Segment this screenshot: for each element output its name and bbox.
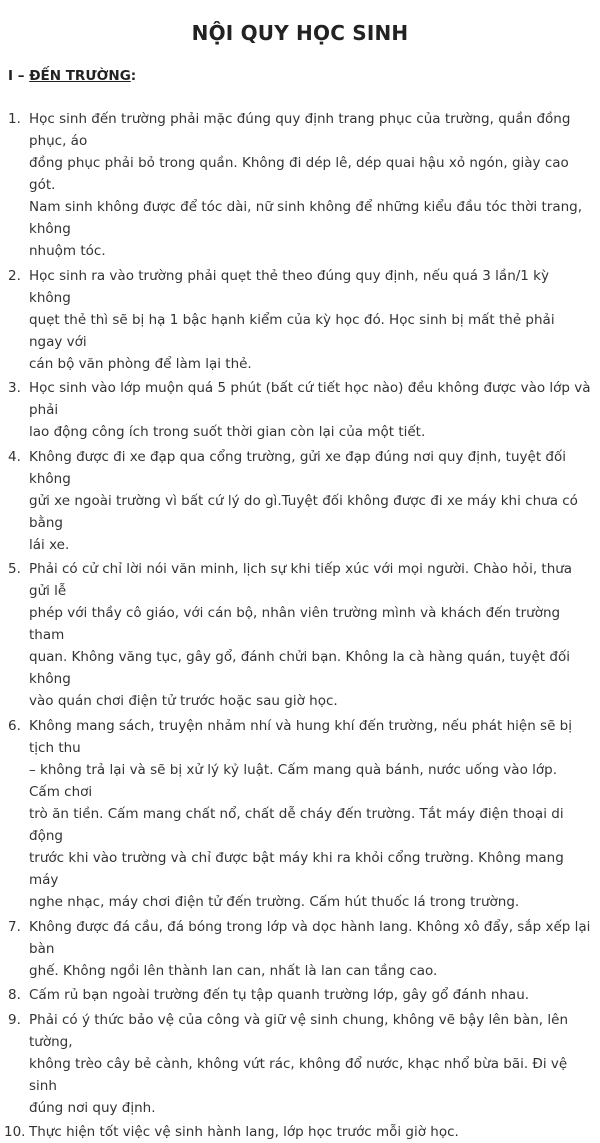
rule-number: 2. xyxy=(8,267,21,284)
rule-item xyxy=(8,265,592,375)
rule-text xyxy=(29,1124,459,1140)
rule-line: Phải có ý thức bảo vệ của công và giữ vệ sinh chung, không vẽ bậy lên bàn, lên tường, xyxy=(29,1011,568,1050)
rule-item xyxy=(8,108,592,262)
rule-number: 7. xyxy=(8,918,21,935)
section-colon: : xyxy=(130,68,137,84)
rule-number: 1. xyxy=(8,111,21,127)
rules-list xyxy=(4,108,592,1143)
rule-number: 5. xyxy=(8,561,21,578)
rule-text xyxy=(29,380,591,440)
rule-number: 4. xyxy=(8,448,21,465)
section-title: ĐẾN TRƯỜNG xyxy=(29,68,131,84)
rule-item xyxy=(8,1009,592,1119)
rule-line: Không được đá cầu, đá bóng trong lớp và dọc hành lang. Không xô đẩy, sắp xếp lại bàn xyxy=(29,918,591,957)
rule-line: đồng phục phải bỏ trong quần. Không đi dép lê, dép quai hậu xỏ ngón, giày cao gót. xyxy=(29,155,569,193)
rule-line: lao động công ích trong suốt thời gian còn lại của một tiết. xyxy=(29,424,426,441)
rule-text xyxy=(29,561,572,709)
rule-line: phép với thầy cô giáo, với cán bộ, nhân viên trường mình và khách đến trường tham xyxy=(29,605,561,644)
rule-line: Nam sinh không được để tóc dài, nữ sinh không để những kiểu đầu tóc thời trang, không xyxy=(29,199,583,237)
rule-line: trước khi vào trường và chỉ được bật máy khi ra khỏi cổng trường. Không mang máy xyxy=(29,849,564,888)
rule-item xyxy=(8,715,592,913)
rule-line: Phải có cử chỉ lời nói văn minh, lịch sự khi tiếp xúc với mọi người. Chào hỏi, thưa gửi lễ xyxy=(29,561,573,600)
rule-line: nghe nhạc, máy chơi điện tử đến trường. Cấm hút thuốc lá trong trường. xyxy=(29,893,520,910)
rule-line: Học sinh ra vào trường phải quẹt thẻ theo đúng quy định, nếu quá 3 lần/1 kỳ không xyxy=(29,267,549,306)
rule-text xyxy=(29,1012,568,1116)
rule-line: cán bộ văn phòng để làm lại thẻ. xyxy=(29,355,252,372)
rule-line: Cấm rủ bạn ngoài trường đến tụ tập quanh trường lớp, gây gổ đánh nhau. xyxy=(29,987,530,1004)
rule-line: nhuộm tóc. xyxy=(29,243,106,259)
rule-line: gửi xe ngoài trường vì bất cứ lý do gì.Tuyệt đối không được đi xe máy khi chưa có bằng xyxy=(29,492,578,531)
rule-line: Học sinh vào lớp muộn quá 5 phút (bất cứ tiết học nào) đều không được vào lớp và phải xyxy=(29,380,591,419)
rule-text xyxy=(29,718,572,910)
section-number: I – xyxy=(8,68,30,84)
rule-item xyxy=(8,446,592,556)
rule-number: 10. xyxy=(4,1124,26,1141)
section-heading xyxy=(8,66,592,86)
rule-number: 3. xyxy=(8,380,21,397)
rule-number: 6. xyxy=(8,717,21,734)
rule-text xyxy=(29,268,555,372)
rule-number: 9. xyxy=(8,1011,21,1028)
rule-item xyxy=(8,984,592,1006)
rule-line: lái xe. xyxy=(29,536,70,553)
rule-item xyxy=(8,916,592,982)
rule-text xyxy=(29,449,578,553)
rule-line: Thực hiện tốt việc vệ sinh hành lang, lớp học trước mỗi giờ học. xyxy=(29,1124,459,1141)
page-title: NỘI QUY HỌC SINH xyxy=(191,21,409,45)
rule-item xyxy=(8,558,592,712)
rule-text xyxy=(29,987,529,1003)
rule-line: Không mang sách, truyện nhảm nhí và hung khí đến trường, nếu phát hiện sẽ bị tịch thu xyxy=(29,717,573,756)
rule-line: quẹt thẻ thì sẽ bị hạ 1 bậc hạnh kiểm của kỳ học đó. Học sinh bị mất thẻ phải ngay với xyxy=(29,311,555,350)
rule-item xyxy=(4,1121,592,1143)
rule-line: vào quán chơi điện tử trước hoặc sau giờ học. xyxy=(29,693,338,710)
rule-item xyxy=(8,377,592,443)
rule-line: Học sinh đến trường phải mặc đúng quy định trang phục của trường, quần đồng phục, áo xyxy=(29,111,571,149)
rule-line: đúng nơi quy định. xyxy=(29,1099,156,1116)
rule-number: 8. xyxy=(8,987,21,1004)
rule-line: Không được đi xe đạp qua cổng trường, gửi xe đạp đúng nơi quy định, tuyệt đối không xyxy=(29,448,566,487)
rule-line: trò ăn tiền. Cấm mang chất nổ, chất dễ cháy đến trường. Tắt máy điện thoại di động xyxy=(29,805,564,844)
rule-text xyxy=(29,919,590,979)
rule-line: không trèo cây bẻ cành, không vứt rác, không đổ nước, khạc nhổ bừa bãi. Đi vệ sinh xyxy=(29,1055,568,1094)
rule-line: quan. Không văng tục, gây gổ, đánh chửi bạn. Không la cà hàng quán, tuyệt đối không xyxy=(29,649,570,688)
rule-line: ghế. Không ngồi lên thành lan can, nhất là lan can tầng cao. xyxy=(29,962,438,979)
rule-text xyxy=(29,111,582,259)
rule-line: – không trả lại và sẽ bị xử lý kỷ luật. Cấm mang quà bánh, nước uống vào lớp. Cấm chơi xyxy=(29,761,557,800)
